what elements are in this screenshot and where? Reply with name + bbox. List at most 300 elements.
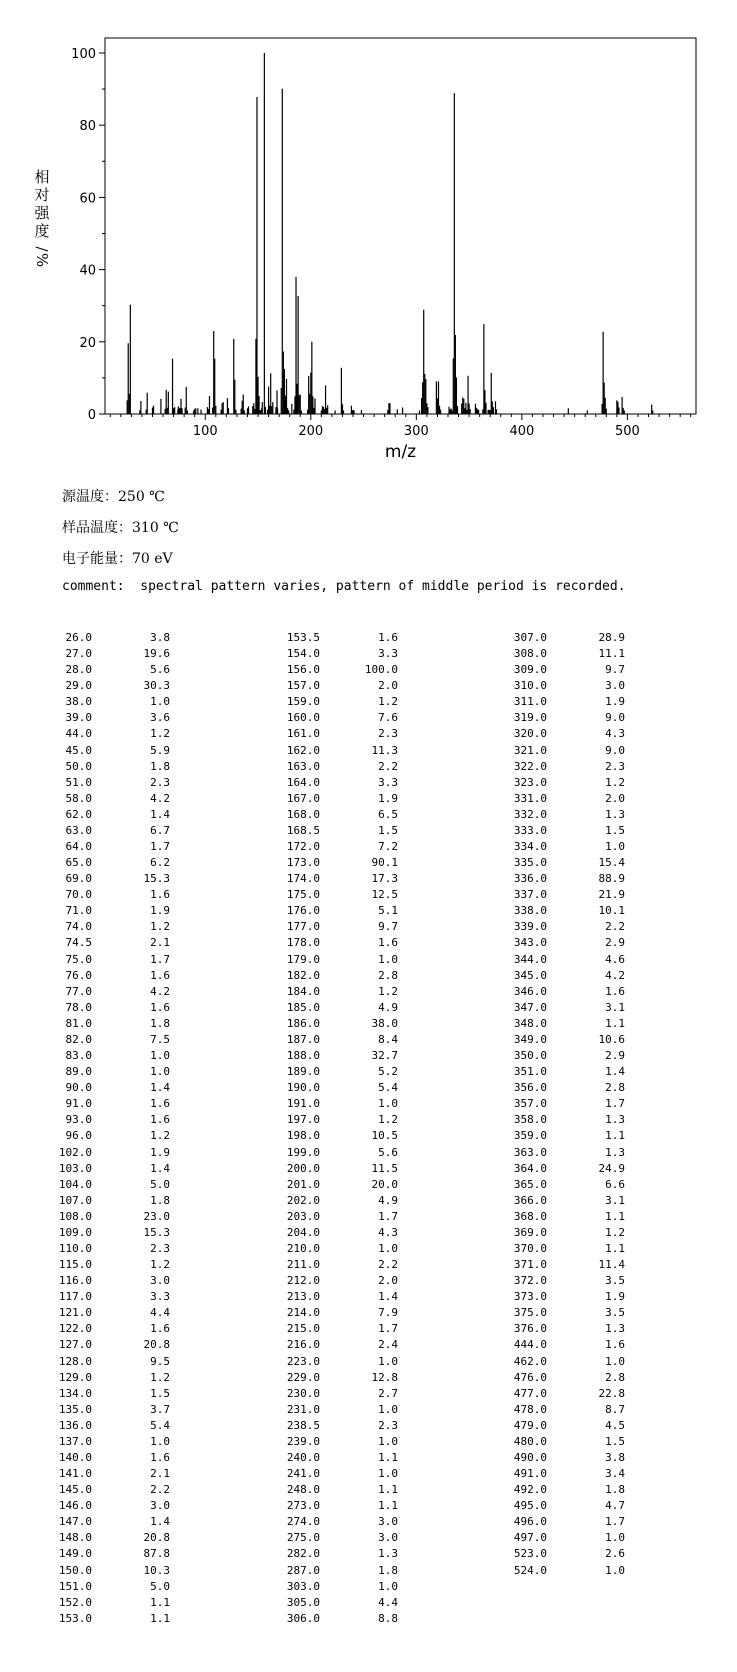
abundance-value: 8.8 (378, 1611, 398, 1625)
abundance-value: 1.9 (605, 1290, 625, 1304)
mz-value: 117.0 (58, 1290, 92, 1304)
mz-value: 141.0 (58, 1467, 92, 1481)
abundance-value: 1.2 (150, 920, 170, 934)
abundance-value: 1.2 (150, 1258, 170, 1272)
y-axis-label-char: 强 (34, 204, 50, 222)
mz-value: 148.0 (58, 1531, 92, 1545)
mz-value: 333.0 (513, 823, 547, 837)
abundance-value: 6.7 (150, 823, 170, 837)
abundance-value: 1.6 (150, 1113, 170, 1127)
x-tick-label: 300 (403, 424, 429, 439)
abundance-value: 2.4 (378, 1338, 398, 1352)
mz-value: 213.0 (286, 1290, 320, 1304)
abundance-value: 1.6 (378, 631, 398, 644)
mz-value: 306.0 (286, 1611, 320, 1625)
abundance-value: 87.8 (143, 1547, 170, 1561)
abundance-value: 2.9 (605, 1049, 625, 1063)
mz-value: 96.0 (65, 1129, 92, 1143)
abundance-value: 1.4 (150, 1081, 170, 1095)
abundance-value: 1.1 (605, 1209, 625, 1223)
abundance-value: 1.1 (605, 1016, 625, 1030)
abundance-value: 1.4 (150, 1515, 170, 1529)
mz-value: 334.0 (513, 840, 547, 854)
mz-value: 357.0 (513, 1097, 547, 1111)
abundance-value: 1.5 (605, 1434, 625, 1448)
mz-value: 156.0 (286, 663, 320, 677)
mz-value: 287.0 (286, 1563, 320, 1577)
abundance-value: 1.9 (605, 695, 625, 709)
comment-line: comment: spectral pattern varies, pattern of middle period is recorded. (62, 579, 626, 594)
abundance-value: 10.6 (598, 1032, 625, 1046)
abundance-value: 4.3 (378, 1225, 398, 1239)
abundance-value: 2.1 (150, 936, 170, 950)
abundance-value: 4.7 (605, 1499, 625, 1513)
mz-value: 363.0 (513, 1145, 547, 1159)
abundance-value: 1.7 (378, 1322, 398, 1336)
abundance-value: 1.0 (150, 695, 170, 709)
abundance-value: 2.0 (605, 791, 625, 805)
abundance-value: 7.9 (378, 1306, 398, 1320)
abundance-value: 1.5 (378, 823, 398, 837)
mz-value: 83.0 (65, 1049, 92, 1063)
mz-value: 70.0 (65, 888, 92, 902)
mz-value: 129.0 (58, 1370, 92, 1384)
mz-value: 173.0 (286, 856, 320, 870)
abundance-value: 1.4 (378, 1290, 398, 1304)
abundance-value: 1.0 (605, 1354, 625, 1368)
x-axis-label: m/z (384, 442, 417, 460)
mz-value: 90.0 (65, 1081, 92, 1095)
mz-value: 188.0 (286, 1049, 320, 1063)
abundance-value: 1.6 (150, 968, 170, 982)
abundance-value: 5.6 (150, 663, 170, 677)
mz-value: 336.0 (513, 872, 547, 886)
mz-value: 497.0 (513, 1531, 547, 1545)
abundance-value: 2.6 (605, 1547, 625, 1561)
mz-value: 495.0 (513, 1499, 547, 1513)
mz-value: 305.0 (286, 1595, 320, 1609)
mz-value: 107.0 (58, 1193, 92, 1207)
abundance-value: 1.4 (150, 807, 170, 821)
mz-value: 203.0 (286, 1209, 320, 1223)
mz-value: 58.0 (65, 791, 92, 805)
abundance-value: 2.3 (150, 775, 170, 789)
abundance-value: 3.4 (605, 1467, 625, 1481)
abundance-value: 1.0 (378, 1467, 398, 1481)
abundance-value: 1.6 (150, 1322, 170, 1336)
mz-value: 28.0 (65, 663, 92, 677)
mz-value: 164.0 (286, 775, 320, 789)
abundance-value: 1.0 (378, 1579, 398, 1593)
abundance-value: 1.2 (150, 727, 170, 741)
abundance-value: 28.9 (598, 631, 625, 644)
mz-value: 137.0 (58, 1434, 92, 1448)
abundance-value: 3.0 (150, 1499, 170, 1513)
mz-value: 372.0 (513, 1274, 547, 1288)
mz-value: 479.0 (513, 1418, 547, 1432)
mz-value: 77.0 (65, 984, 92, 998)
mz-value: 307.0 (513, 631, 547, 644)
mz-value: 189.0 (286, 1065, 320, 1079)
mz-value: 134.0 (58, 1386, 92, 1400)
abundance-value: 1.8 (605, 1483, 625, 1497)
mz-value: 347.0 (513, 1000, 547, 1014)
mz-value: 74.5 (65, 936, 92, 950)
abundance-value: 24.9 (598, 1161, 625, 1175)
mz-value: 176.0 (286, 904, 320, 918)
mz-value: 168.5 (286, 823, 320, 837)
mz-value: 370.0 (513, 1241, 547, 1255)
mz-value: 344.0 (513, 952, 547, 966)
mz-value: 136.0 (58, 1418, 92, 1432)
mz-value: 190.0 (286, 1081, 320, 1095)
mz-value: 496.0 (513, 1515, 547, 1529)
mz-value: 310.0 (513, 679, 547, 693)
abundance-value: 19.6 (143, 647, 170, 661)
mz-value: 338.0 (513, 904, 547, 918)
abundance-value: 3.0 (150, 1274, 170, 1288)
abundance-value: 1.3 (605, 1145, 625, 1159)
abundance-value: 2.3 (150, 1241, 170, 1255)
abundance-value: 1.1 (378, 1483, 398, 1497)
abundance-value: 2.2 (378, 1258, 398, 1272)
abundance-value: 2.2 (150, 1483, 170, 1497)
mz-value: 62.0 (65, 807, 92, 821)
abundance-value: 1.6 (150, 1000, 170, 1014)
mz-value: 212.0 (286, 1274, 320, 1288)
mz-value: 229.0 (286, 1370, 320, 1384)
mz-value: 364.0 (513, 1161, 547, 1175)
mz-value: 102.0 (58, 1145, 92, 1159)
abundance-value: 10.1 (598, 904, 625, 918)
mz-value: 108.0 (58, 1209, 92, 1223)
abundance-value: 1.2 (150, 1370, 170, 1384)
abundance-value: 90.1 (371, 856, 398, 870)
mz-value: 74.0 (65, 920, 92, 934)
abundance-value: 9.5 (150, 1354, 170, 1368)
mz-value: 75.0 (65, 952, 92, 966)
source-temperature: 源温度：250 ℃ (62, 489, 165, 505)
x-tick-label: 500 (614, 424, 640, 439)
y-axis-label-char: 对 (34, 186, 50, 204)
mz-value: 356.0 (513, 1081, 547, 1095)
abundance-value: 4.4 (150, 1306, 170, 1320)
abundance-value: 11.5 (371, 1161, 398, 1175)
abundance-value: 1.8 (150, 1193, 170, 1207)
mz-value: 178.0 (286, 936, 320, 950)
abundance-value: 3.5 (605, 1274, 625, 1288)
abundance-value: 3.1 (605, 1000, 625, 1014)
mz-value: 38.0 (65, 695, 92, 709)
abundance-value: 30.3 (143, 679, 170, 693)
abundance-value: 23.0 (143, 1209, 170, 1223)
abundance-value: 5.6 (378, 1145, 398, 1159)
mz-value: 160.0 (286, 711, 320, 725)
abundance-value: 1.6 (150, 1097, 170, 1111)
mz-value: 308.0 (513, 647, 547, 661)
mz-value: 110.0 (58, 1241, 92, 1255)
mz-value: 368.0 (513, 1209, 547, 1223)
mz-value: 350.0 (513, 1049, 547, 1063)
mz-value: 477.0 (513, 1386, 547, 1400)
mz-value: 150.0 (58, 1563, 92, 1577)
abundance-value: 1.2 (378, 984, 398, 998)
mz-value: 343.0 (513, 936, 547, 950)
mz-value: 91.0 (65, 1097, 92, 1111)
plot-frame (105, 38, 696, 414)
abundance-value: 2.3 (378, 1418, 398, 1432)
mz-value: 275.0 (286, 1531, 320, 1545)
abundance-value: 1.1 (378, 1499, 398, 1513)
mz-value: 89.0 (65, 1065, 92, 1079)
abundance-value: 2.7 (378, 1386, 398, 1400)
abundance-value: 8.4 (378, 1032, 398, 1046)
mz-value: 210.0 (286, 1241, 320, 1255)
abundance-value: 1.7 (150, 840, 170, 854)
abundance-value: 2.2 (378, 759, 398, 773)
mz-value: 492.0 (513, 1483, 547, 1497)
y-axis-label-char: 度 (34, 222, 50, 240)
abundance-value: 5.0 (150, 1177, 170, 1191)
y-axis-label-char: 相 (34, 168, 50, 186)
abundance-value: 1.4 (150, 1161, 170, 1175)
abundance-value: 9.7 (605, 663, 625, 677)
mz-value: 187.0 (286, 1032, 320, 1046)
abundance-value: 20.8 (143, 1338, 170, 1352)
abundance-value: 1.0 (378, 1402, 398, 1416)
abundance-value: 2.8 (605, 1081, 625, 1095)
mz-value: 168.0 (286, 807, 320, 821)
mz-value: 349.0 (513, 1032, 547, 1046)
abundance-value: 1.6 (150, 888, 170, 902)
abundance-value: 21.9 (598, 888, 625, 902)
abundance-value: 3.0 (378, 1515, 398, 1529)
abundance-value: 2.3 (378, 727, 398, 741)
mz-value: 311.0 (513, 695, 547, 709)
abundance-value: 1.6 (605, 1338, 625, 1352)
abundance-value: 1.3 (378, 1547, 398, 1561)
x-tick-label: 100 (192, 424, 218, 439)
abundance-value: 1.4 (605, 1065, 625, 1079)
mz-value: 135.0 (58, 1402, 92, 1416)
abundance-value: 3.6 (150, 711, 170, 725)
abundance-value: 4.9 (378, 1193, 398, 1207)
abundance-value: 1.9 (150, 1145, 170, 1159)
mz-value: 248.0 (286, 1483, 320, 1497)
abundance-value: 4.2 (150, 984, 170, 998)
mz-value: 211.0 (286, 1258, 320, 1272)
abundance-value: 1.2 (378, 695, 398, 709)
abundance-value: 1.5 (150, 1386, 170, 1400)
abundance-value: 2.0 (378, 1274, 398, 1288)
y-tick-label: 20 (79, 335, 96, 351)
abundance-value: 3.8 (605, 1450, 625, 1464)
mz-value: 480.0 (513, 1434, 547, 1448)
abundance-value: 1.2 (378, 1113, 398, 1127)
mz-value: 274.0 (286, 1515, 320, 1529)
mz-value: 154.0 (286, 647, 320, 661)
mz-value: 182.0 (286, 968, 320, 982)
abundance-value: 3.8 (150, 631, 170, 644)
abundance-value: 3.0 (378, 1531, 398, 1545)
mz-value: 373.0 (513, 1290, 547, 1304)
mz-value: 309.0 (513, 663, 547, 677)
mz-value: 175.0 (286, 888, 320, 902)
mz-value: 93.0 (65, 1113, 92, 1127)
abundance-value: 8.7 (605, 1402, 625, 1416)
mz-value: 345.0 (513, 968, 547, 982)
mz-value: 179.0 (286, 952, 320, 966)
mz-value: 478.0 (513, 1402, 547, 1416)
mz-value: 273.0 (286, 1499, 320, 1513)
mz-value: 51.0 (65, 775, 92, 789)
abundance-value: 5.2 (378, 1065, 398, 1079)
mz-value: 50.0 (65, 759, 92, 773)
abundance-value: 3.5 (605, 1306, 625, 1320)
mz-value: 76.0 (65, 968, 92, 982)
mz-value: 26.0 (65, 631, 92, 644)
abundance-value: 6.2 (150, 856, 170, 870)
mz-value: 161.0 (286, 727, 320, 741)
abundance-value: 3.3 (378, 647, 398, 661)
mz-value: 153.0 (58, 1611, 92, 1625)
abundance-value: 1.8 (150, 1016, 170, 1030)
abundance-value: 38.0 (371, 1016, 398, 1030)
abundance-value: 1.7 (605, 1097, 625, 1111)
abundance-value: 22.8 (598, 1386, 625, 1400)
mz-value: 147.0 (58, 1515, 92, 1529)
abundance-value: 1.9 (378, 791, 398, 805)
mz-value: 197.0 (286, 1113, 320, 1127)
abundance-value: 12.8 (371, 1370, 398, 1384)
mz-value: 523.0 (513, 1547, 547, 1561)
abundance-value: 1.2 (605, 1225, 625, 1239)
abundance-value: 7.2 (378, 840, 398, 854)
mz-value: 444.0 (513, 1338, 547, 1352)
mz-value: 109.0 (58, 1225, 92, 1239)
mz-value: 127.0 (58, 1338, 92, 1352)
mz-value: 122.0 (58, 1322, 92, 1336)
abundance-value: 7.6 (378, 711, 398, 725)
mz-value: 172.0 (286, 840, 320, 854)
mz-value: 81.0 (65, 1016, 92, 1030)
mz-value: 524.0 (513, 1563, 547, 1577)
abundance-value: 2.9 (605, 936, 625, 950)
abundance-value: 3.0 (605, 679, 625, 693)
abundance-value: 1.0 (378, 1434, 398, 1448)
mz-value: 376.0 (513, 1322, 547, 1336)
abundance-value: 6.5 (378, 807, 398, 821)
abundance-value: 1.0 (150, 1434, 170, 1448)
abundance-value: 3.7 (150, 1402, 170, 1416)
mz-value: 462.0 (513, 1354, 547, 1368)
abundance-value: 5.1 (378, 904, 398, 918)
mz-value: 65.0 (65, 856, 92, 870)
abundance-value: 1.7 (378, 1209, 398, 1223)
abundance-value: 1.0 (378, 1241, 398, 1255)
abundance-value: 12.5 (371, 888, 398, 902)
mz-value: 339.0 (513, 920, 547, 934)
abundance-value: 5.9 (150, 743, 170, 757)
mz-value: 348.0 (513, 1016, 547, 1030)
abundance-value: 20.8 (143, 1531, 170, 1545)
mz-value: 223.0 (286, 1354, 320, 1368)
y-tick-label: 40 (79, 263, 96, 279)
abundance-value: 6.6 (605, 1177, 625, 1191)
mz-value: 365.0 (513, 1177, 547, 1191)
abundance-value: 20.0 (371, 1177, 398, 1191)
mz-value: 230.0 (286, 1386, 320, 1400)
mz-value: 185.0 (286, 1000, 320, 1014)
mz-value: 153.5 (286, 631, 320, 644)
mz-value: 121.0 (58, 1306, 92, 1320)
mz-value: 216.0 (286, 1338, 320, 1352)
mz-value: 371.0 (513, 1258, 547, 1272)
abundance-value: 11.3 (371, 743, 398, 757)
mz-value: 231.0 (286, 1402, 320, 1416)
abundance-value: 88.9 (598, 872, 625, 886)
mz-value: 27.0 (65, 647, 92, 661)
abundance-value: 1.6 (605, 984, 625, 998)
mz-value: 346.0 (513, 984, 547, 998)
mz-value: 82.0 (65, 1032, 92, 1046)
abundance-value: 1.1 (378, 1450, 398, 1464)
mz-value: 369.0 (513, 1225, 547, 1239)
abundance-value: 1.0 (378, 952, 398, 966)
abundance-value: 1.0 (150, 1065, 170, 1079)
mz-value: 204.0 (286, 1225, 320, 1239)
abundance-value: 5.4 (378, 1081, 398, 1095)
abundance-value: 1.3 (605, 1113, 625, 1127)
abundance-value: 17.3 (371, 872, 398, 886)
mz-value: 157.0 (286, 679, 320, 693)
mz-value: 359.0 (513, 1129, 547, 1143)
abundance-value: 5.4 (150, 1418, 170, 1432)
y-tick-label: 60 (79, 191, 96, 207)
abundance-value: 15.3 (143, 872, 170, 886)
mz-value: 198.0 (286, 1129, 320, 1143)
abundance-value: 9.7 (378, 920, 398, 934)
abundance-value: 5.0 (150, 1579, 170, 1593)
mz-value: 319.0 (513, 711, 547, 725)
mz-value: 200.0 (286, 1161, 320, 1175)
abundance-value: 10.3 (143, 1563, 170, 1577)
mz-value: 201.0 (286, 1177, 320, 1191)
sample-temperature: 样品温度：310 ℃ (62, 520, 179, 536)
mz-value: 145.0 (58, 1483, 92, 1497)
mz-value: 64.0 (65, 840, 92, 854)
mz-value: 491.0 (513, 1467, 547, 1481)
mz-value: 63.0 (65, 823, 92, 837)
x-tick-label: 400 (509, 424, 535, 439)
mz-value: 241.0 (286, 1467, 320, 1481)
abundance-value: 11.1 (598, 647, 625, 661)
electron-energy: 电子能量：70 eV (62, 551, 173, 567)
abundance-value: 1.7 (150, 952, 170, 966)
mz-value: 239.0 (286, 1434, 320, 1448)
mz-value: 303.0 (286, 1579, 320, 1593)
mz-value: 215.0 (286, 1322, 320, 1336)
abundance-value: 15.4 (598, 856, 625, 870)
mz-value: 337.0 (513, 888, 547, 902)
y-axis-label-char: % (33, 252, 51, 268)
mz-value: 375.0 (513, 1306, 547, 1320)
abundance-value: 1.3 (605, 807, 625, 821)
abundance-value: 1.0 (150, 1049, 170, 1063)
mz-value: 335.0 (513, 856, 547, 870)
mz-value: 332.0 (513, 807, 547, 821)
abundance-value: 1.0 (605, 1531, 625, 1545)
